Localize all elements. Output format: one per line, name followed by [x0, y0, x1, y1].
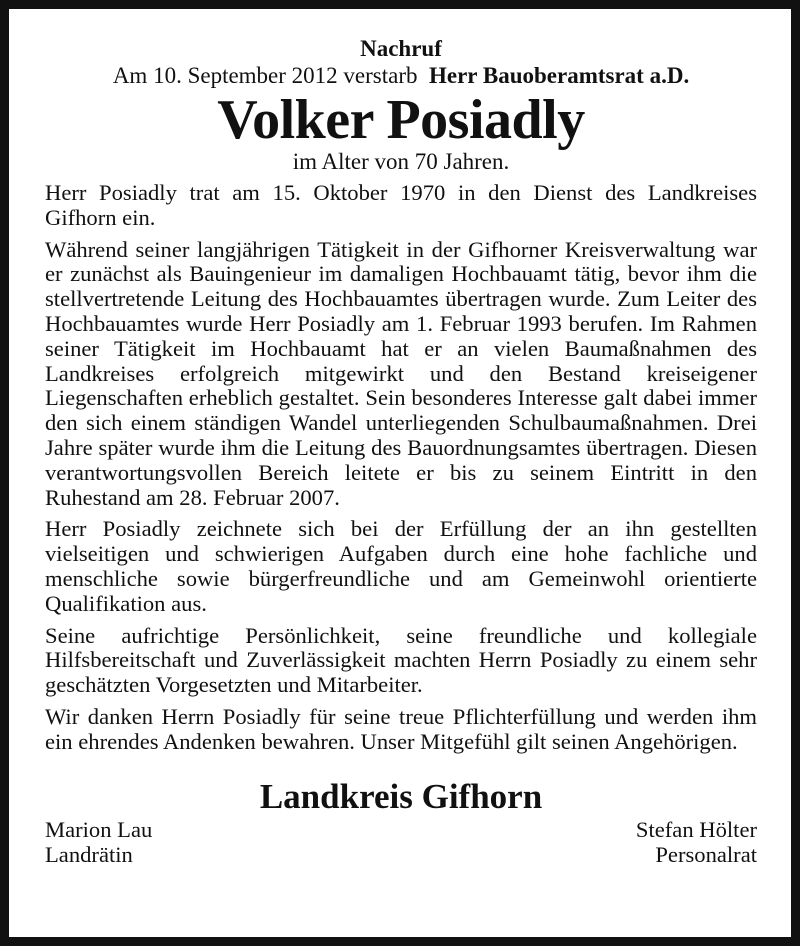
- signatory-left-role: Landrätin: [45, 841, 133, 867]
- organization-name: Landkreis Gifhorn: [259, 776, 543, 816]
- death-date-line: [45, 63, 757, 89]
- paragraph-service-start: Herr Posiadly trat am 15. Oktober 1970 in den Dienst des Landkreises Gifhorn ein.: [45, 180, 757, 230]
- signatory-left: [45, 817, 152, 867]
- obituary-heading: Nachruf: [360, 36, 442, 61]
- paragraph-personality: Seine aufrichtige Persönlichkeit, seine freundliche und kollegiale Hilfsbereitschaft und Zuverlässigkeit machten Herrn Posiadly zu einem sehr geschätzten Vorgesetzten und Mitarbeiter.: [45, 622, 757, 698]
- signatory-left-name: Marion Lau: [45, 816, 153, 842]
- signatory-right-name: Stefan Hölter: [635, 816, 757, 842]
- death-date-text: Am 10. September 2012 verstarb: [112, 63, 418, 88]
- age-line: im Alter von 70 Jahren.: [292, 149, 510, 174]
- signatory-right: [636, 817, 757, 867]
- paragraph-thanks: Wir danken Herrn Posiadly für seine treue Pflichterfüllung und werden ihm ein ehrendes Andenken bewahren. Unser Mitgefühl gilt seinen Angehörigen.: [45, 703, 757, 754]
- signatories: [45, 817, 757, 869]
- paragraph-qualification: Herr Posiadly zeichnete sich bei der Erfüllung der an ihn gestellten vielseitigen und schwierigen Aufgaben durch eine hohe fachliche und menschliche sowie bürgerfreundliche und am Gemeinwohl orientierte Qualifikation aus.: [45, 516, 757, 616]
- deceased-title: Herr Bauoberamtsrat a.D.: [429, 63, 690, 88]
- obituary-content: [45, 35, 757, 869]
- deceased-name: Volker Posiadly: [217, 89, 585, 151]
- paragraph-career: Während seiner langjährigen Tätigkeit in der Gifhorner Kreisverwaltung war er zunächst als Bauingenieur im damaligen Hochbauamt tätig, bevor ihm die stellvertretende Leitung des Hochbauamtes übertragen wurde. Zum Leiter des Hochbauamtes wurde Herr Posiadly am 1. Februar 1993 berufen. Im Rahmen seiner Tätigkeit im Hochbauamt hat er an vielen Baumaßnahmen des Landkreises erfolgreich mitgewirkt und den Bestand kreiseigener Liegenschaften erheblich gestaltet. Sein besonderes Interesse galt dabei immer den sich einem ständigen Wandel unterliegenden Schulbaumaßnahmen. Drei Jahre später wurde ihm die Leitung des Bauordnungsamtes übertragen. Diesen verantwortungsvollen Bereich leitete er bis zu seinem Eintritt in den Ruhestand am 28. Februar 2007.: [45, 236, 757, 510]
- signatory-right-role: Personalrat: [655, 841, 757, 867]
